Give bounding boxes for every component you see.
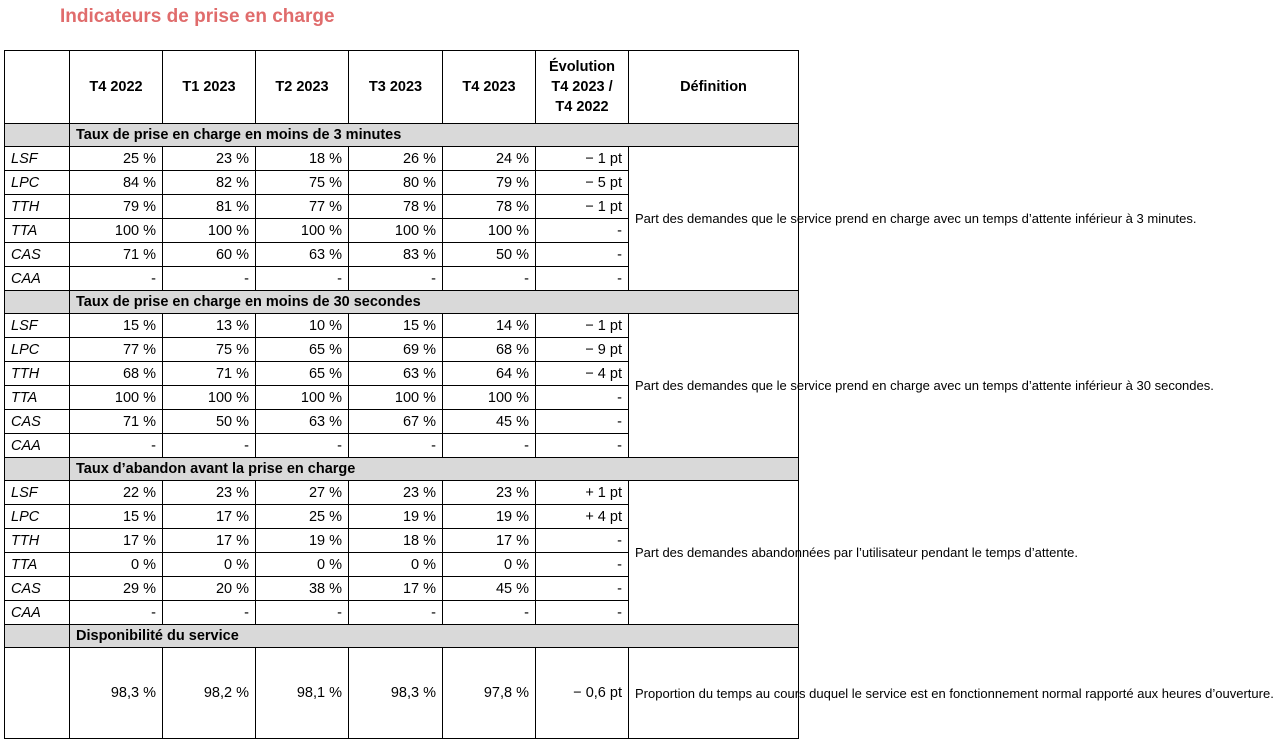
value-cell: - [163,434,256,458]
value-cell: 100 % [163,386,256,410]
row-label: TTA [5,386,70,410]
value-cell: 84 % [70,171,163,195]
value-cell: 45 % [443,410,536,434]
evolution-cell: - [536,243,629,267]
value-cell: 17 % [163,529,256,553]
evolution-cell: − 9 pt [536,338,629,362]
section-spacer-cell [5,291,70,314]
evolution-cell: + 1 pt [536,481,629,505]
row-label: CAA [5,267,70,291]
value-cell: 79 % [443,171,536,195]
section-header-row [5,458,799,481]
value-cell: 100 % [443,386,536,410]
value-cell: 65 % [256,338,349,362]
section-spacer-cell [5,625,70,648]
value-cell: - [70,601,163,625]
row-label: LPC [5,171,70,195]
section-spacer-cell [5,124,70,147]
value-cell: 22 % [70,481,163,505]
indicators-table [4,50,1274,739]
value-cell: 38 % [256,577,349,601]
evolution-cell: - [536,410,629,434]
value-cell: 97,8 % [443,648,536,739]
value-cell: 78 % [349,195,443,219]
value-cell: 50 % [443,243,536,267]
value-cell: - [70,267,163,291]
row-label: CAS [5,577,70,601]
value-cell: - [256,601,349,625]
row-label: LSF [5,314,70,338]
value-cell: 27 % [256,481,349,505]
evolution-cell: − 1 pt [536,147,629,171]
value-cell: 63 % [256,243,349,267]
definition-cell: Part des demandes abandonnées par l’utilisateur pendant le temps d’attente. [629,481,799,625]
value-cell: 0 % [349,553,443,577]
header-cell [5,51,70,124]
definition-cell: Part des demandes que le service prend en charge avec un temps d’attente inférieur à 3 minutes. [629,147,799,291]
table-row [5,147,799,171]
value-cell: - [443,434,536,458]
value-cell: 29 % [70,577,163,601]
value-cell: 71 % [70,243,163,267]
value-cell: 19 % [443,505,536,529]
value-cell: 82 % [163,171,256,195]
value-cell: 98,3 % [70,648,163,739]
value-cell: 63 % [349,362,443,386]
value-cell: 69 % [349,338,443,362]
value-cell: 24 % [443,147,536,171]
availability-row [5,648,799,739]
value-cell: - [443,601,536,625]
value-cell: 67 % [349,410,443,434]
page-title: Indicateurs de prise en charge [60,6,335,27]
value-cell: 25 % [70,147,163,171]
header-cell: Évolution T4 2023 / T4 2022 [536,51,629,124]
value-cell: 100 % [349,386,443,410]
value-cell: 0 % [256,553,349,577]
row-label: TTH [5,529,70,553]
value-cell: 25 % [256,505,349,529]
value-cell: 63 % [256,410,349,434]
value-cell: 100 % [443,219,536,243]
header-row [5,51,799,124]
value-cell: 77 % [256,195,349,219]
value-cell: 65 % [256,362,349,386]
value-cell: 100 % [349,219,443,243]
table-row [5,481,799,505]
header-cell: T3 2023 [349,51,443,124]
evolution-cell: - [536,219,629,243]
evolution-cell: − 4 pt [536,362,629,386]
value-cell: 23 % [163,147,256,171]
value-cell: 75 % [163,338,256,362]
value-cell: 68 % [70,362,163,386]
value-cell: - [349,434,443,458]
value-cell: 71 % [70,410,163,434]
value-cell: 0 % [70,553,163,577]
header-cell: T1 2023 [163,51,256,124]
section-title: Taux de prise en charge en moins de 30 secondes [70,291,799,314]
row-label: LPC [5,338,70,362]
value-cell: 78 % [443,195,536,219]
header-cell: Définition [629,51,799,124]
value-cell: 19 % [349,505,443,529]
evolution-cell: − 0,6 pt [536,648,629,739]
value-cell: 98,1 % [256,648,349,739]
section-title: Taux de prise en charge en moins de 3 minutes [70,124,799,147]
evolution-cell: - [536,267,629,291]
header-cell: T2 2023 [256,51,349,124]
row-label [5,648,70,739]
section-title: Disponibilité du service [70,625,799,648]
value-cell: 100 % [70,219,163,243]
evolution-cell: − 5 pt [536,171,629,195]
row-label: LPC [5,505,70,529]
value-cell: 15 % [70,314,163,338]
value-cell: - [163,601,256,625]
evolution-cell: + 4 pt [536,505,629,529]
evolution-cell: - [536,553,629,577]
evolution-cell: − 1 pt [536,314,629,338]
definition-cell: Part des demandes que le service prend en charge avec un temps d’attente inférieur à 30 secondes. [629,314,799,458]
value-cell: 100 % [163,219,256,243]
evolution-cell: − 1 pt [536,195,629,219]
value-cell: 19 % [256,529,349,553]
header-cell: T4 2023 [443,51,536,124]
value-cell: 100 % [70,386,163,410]
value-cell: 77 % [70,338,163,362]
value-cell: 13 % [163,314,256,338]
value-cell: 45 % [443,577,536,601]
value-cell: 80 % [349,171,443,195]
row-label: TTH [5,362,70,386]
row-label: TTH [5,195,70,219]
value-cell: 100 % [256,219,349,243]
row-label: LSF [5,147,70,171]
value-cell: - [256,434,349,458]
value-cell: 17 % [70,529,163,553]
value-cell: 98,2 % [163,648,256,739]
table-row [5,314,799,338]
evolution-cell: - [536,386,629,410]
section-title: Taux d’abandon avant la prise en charge [70,458,799,481]
value-cell: 64 % [443,362,536,386]
row-label: CAS [5,410,70,434]
value-cell: 68 % [443,338,536,362]
value-cell: - [349,267,443,291]
value-cell: 60 % [163,243,256,267]
value-cell: 20 % [163,577,256,601]
row-label: CAS [5,243,70,267]
evolution-cell: - [536,601,629,625]
value-cell: 71 % [163,362,256,386]
value-cell: 79 % [70,195,163,219]
value-cell: - [443,267,536,291]
value-cell: 18 % [349,529,443,553]
value-cell: 0 % [163,553,256,577]
value-cell: 17 % [443,529,536,553]
value-cell: 10 % [256,314,349,338]
value-cell: - [256,267,349,291]
value-cell: - [70,434,163,458]
value-cell: 81 % [163,195,256,219]
value-cell: 26 % [349,147,443,171]
row-label: TTA [5,553,70,577]
section-header-row [5,124,799,147]
value-cell: 100 % [256,386,349,410]
value-cell: 50 % [163,410,256,434]
evolution-cell: - [536,434,629,458]
section-spacer-cell [5,458,70,481]
value-cell: 0 % [443,553,536,577]
value-cell: - [163,267,256,291]
definition-cell: Proportion du temps au cours duquel le service est en fonctionnement normal rapporté aux heures d’ouverture. [629,648,799,739]
row-label: LSF [5,481,70,505]
value-cell: 75 % [256,171,349,195]
value-cell: 15 % [70,505,163,529]
section-header-row [5,625,799,648]
row-label: CAA [5,434,70,458]
value-cell: 17 % [163,505,256,529]
header-cell: T4 2022 [70,51,163,124]
row-label: CAA [5,601,70,625]
row-label: TTA [5,219,70,243]
value-cell: 23 % [163,481,256,505]
value-cell: 14 % [443,314,536,338]
value-cell: 15 % [349,314,443,338]
value-cell: 18 % [256,147,349,171]
value-cell: 23 % [349,481,443,505]
section-header-row [5,291,799,314]
value-cell: 17 % [349,577,443,601]
evolution-cell: - [536,577,629,601]
value-cell: 83 % [349,243,443,267]
value-cell: 98,3 % [349,648,443,739]
value-cell: 23 % [443,481,536,505]
evolution-cell: - [536,529,629,553]
value-cell: - [349,601,443,625]
